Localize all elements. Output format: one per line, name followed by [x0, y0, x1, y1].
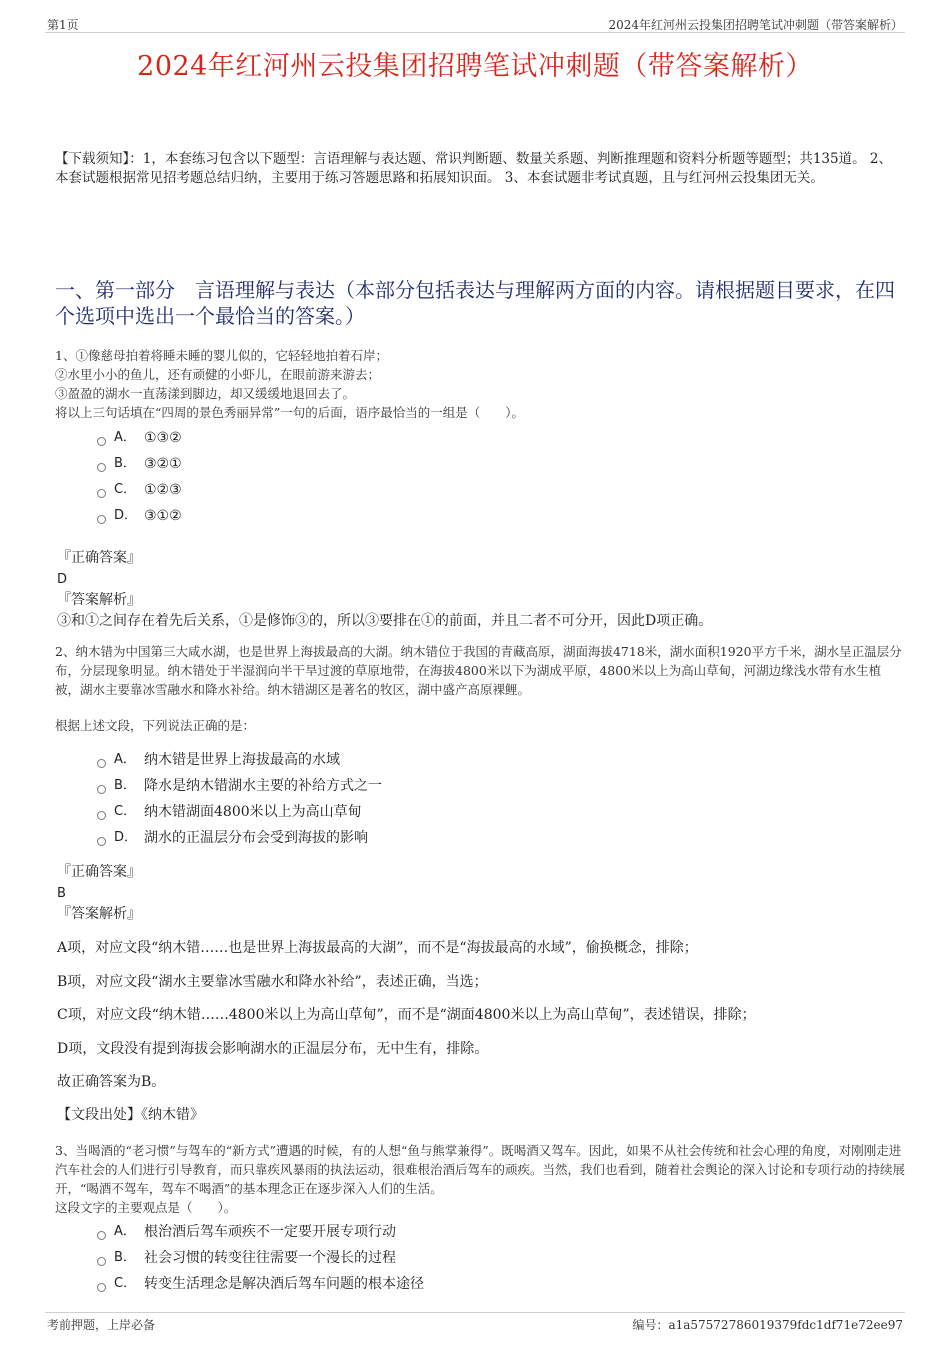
q3-option-a[interactable]: A． 根治酒后驾车顽疾不一定要开展专项行动	[97, 1219, 424, 1245]
q3-passage: 3、当喝酒的“老习惯”与驾车的“新方式”遭遇的时候，有的人想“鱼与熊掌兼得”。既喝酒又驾车。因此，如果不从社会传统和社会心理的角度，对刚刚走进汽车社会的人们进行引导教育，而只靠疾风暴雨的执法运动，很难根治酒后驾车的顽疾。当然，我们也看到，随着社会舆论的深入讨论和专项行动的持续展开，“喝酒不驾车，驾车不喝酒”的基本理念正在逐步深入人们的生活。	[55, 1143, 906, 1196]
radio-icon[interactable]	[97, 811, 106, 820]
header-title: 2024年红河州云投集团招聘笔试冲刺题（带答案解析）	[608, 18, 903, 32]
question-3-stem	[55, 1141, 905, 1217]
q3-option-b[interactable]: B． 社会习惯的转变往往需要一个漫长的过程	[97, 1245, 424, 1271]
page-footer	[45, 1312, 905, 1333]
analysis-heading: 『答案解析』	[57, 906, 141, 922]
answer-heading: 『正确答案』	[57, 550, 141, 566]
q2-option-d[interactable]: D． 湖水的正温层分布会受到海拔的影响	[97, 825, 382, 851]
q2-option-c[interactable]: C． 纳木错湖面4800米以上为高山草甸	[97, 799, 382, 825]
q1-line: ③盈盈的湖水一直荡漾到脚边，却又缓缓地退回去了。	[55, 386, 356, 401]
q2-passage: 2、纳木错为中国第三大咸水湖，也是世界上海拔最高的大湖。纳木错位于我国的青藏高原，湖面海拔4718米，湖水面积1920平方千米，湖水呈正温层分布，分层现象明显。纳木错处于半湿润向半干旱过渡的草原地带，在海拔4800米以下为湖成平原，4800米以上为高山草甸，河湖边缘浅水带有水生植被，湖水主要靠冰雪融水和降水补给。纳木错湖区是著名的牧区，湖中盛产高原裸鲤。	[55, 644, 902, 697]
analysis-text: ③和①之间存在着先后关系，①是修饰③的，所以③要排在①的前面，并且二者不可分开，因此D项正确。	[57, 613, 713, 629]
analysis-line: 故正确答案为B。	[57, 1074, 166, 1090]
source-note: 【文段出处】《纳木错》	[57, 1107, 204, 1123]
q2-option-a[interactable]: A． 纳木错是世界上海拔最高的水域	[97, 747, 382, 773]
radio-icon[interactable]	[97, 1231, 106, 1240]
q3-option-c[interactable]: C． 转变生活理念是解决酒后驾车问题的根本途径	[97, 1271, 424, 1297]
section-heading: 一、第一部分 言语理解与表达（本部分包括表达与理解两方面的内容。请根据题目要求，在四个选项中选出一个最恰当的答案。）	[55, 278, 895, 328]
document-id: 编号：a1a57572786019379fdc1df71e72ee97	[632, 1318, 903, 1332]
question-2-stem	[55, 642, 905, 699]
radio-icon[interactable]	[97, 463, 106, 472]
analysis-line: B项，对应文段“湖水主要靠冰雪融水和降水补给”，表述正确，当选；	[57, 974, 488, 990]
question-1-stem	[55, 346, 905, 422]
document-title: 2024年红河州云投集团招聘笔试冲刺题（带答案解析）	[137, 51, 813, 82]
correct-answer: B	[57, 886, 66, 901]
radio-icon[interactable]	[97, 785, 106, 794]
radio-icon[interactable]	[97, 489, 106, 498]
radio-icon[interactable]	[97, 1257, 106, 1266]
analysis-line: A项，对应文段“纳木错……也是世界上海拔最高的大湖”，而不是“海拔最高的水域”，偷换概念，排除；	[57, 940, 698, 956]
radio-icon[interactable]	[97, 515, 106, 524]
question-3-options	[97, 1219, 424, 1297]
page-header	[45, 14, 905, 33]
correct-answer: D	[57, 572, 68, 587]
q1-line: 将以上三句话填在“四周的景色秀丽异常”一句的后面，语序最恰当的一组是（ ）。	[55, 405, 525, 420]
question-2-answer	[57, 862, 907, 925]
radio-icon[interactable]	[97, 837, 106, 846]
q1-option-b[interactable]: B． ③②①	[97, 451, 182, 477]
q2-option-b[interactable]: B． 降水是纳木错湖水主要的补给方式之一	[97, 773, 382, 799]
answer-heading: 『正确答案』	[57, 864, 141, 880]
q1-option-a[interactable]: A． ①③②	[97, 425, 182, 451]
question-2-prompt: 根据上述文段，下列说法正确的是：	[55, 718, 256, 733]
q1-line: ②水里小小的鱼儿，还有顽健的小虾儿，在眼前游来游去；	[55, 367, 381, 382]
analysis-line: D项，文段没有提到海拔会影响湖水的正温层分布，无中生有，排除。	[57, 1041, 489, 1057]
footer-slogan: 考前押题，上岸必备	[47, 1318, 156, 1332]
q1-option-c[interactable]: C． ①②③	[97, 477, 182, 503]
q3-prompt: 这段文字的主要观点是（ ）。	[55, 1200, 237, 1215]
q1-option-d[interactable]: D． ③①②	[97, 503, 182, 529]
analysis-line: C项，对应文段“纳木错……4800米以上为高山草甸”，而不是“湖面4800米以上为高山草甸”，表述错误，排除；	[57, 1007, 756, 1023]
radio-icon[interactable]	[97, 437, 106, 446]
radio-icon[interactable]	[97, 759, 106, 768]
q1-line: 1、①像慈母拍着将睡未睡的婴儿似的，它轻轻地拍着石岸；	[55, 348, 388, 363]
download-notice: 【下载须知】：1，本套练习包含以下题型：言语理解与表达题、常识判断题、数量关系题、判断推理题和资料分析题等题型；共135道。 2、本套试题根据常见招考题总结归纳，主要用于练习答题思路和拓展知识面。 3、本套试题非考试真题，且与红河州云投集团无关。	[55, 151, 892, 186]
question-1-answer	[57, 548, 907, 632]
question-2-options	[97, 747, 382, 851]
analysis-heading: 『答案解析』	[57, 592, 141, 608]
question-1-options	[97, 425, 182, 529]
page-number: 第1页	[47, 18, 79, 32]
radio-icon[interactable]	[97, 1283, 106, 1292]
